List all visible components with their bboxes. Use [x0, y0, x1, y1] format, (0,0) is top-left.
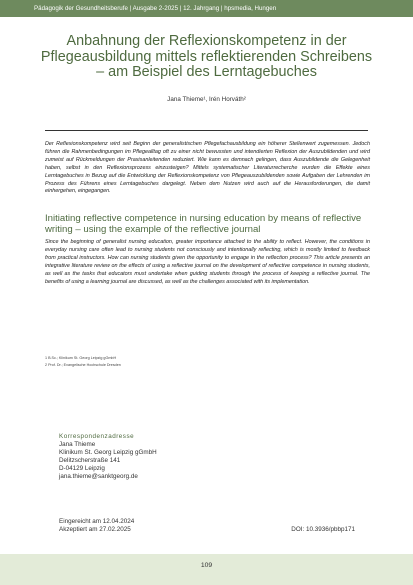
divider-top: [45, 130, 368, 131]
abstract-german: Der Reflexionskompetenz wird seit Beginn der generalistischen Pflegefachausbildung ein höherer Stellenwert zugemessen. Jedoch führen die Rahmenbedingungen im Pflegealltag oft zu einer nicht bewussten und intendierten Reflexion der Auszubildenden und wird zumeist auf Rückmeldungen der Praxisanleitenden reduziert. Wie kann es demnach gelingen, dass Auszubildende die Gelegenheit haben, selbst in den Reflexionsprozess einzusteigen? Mittels systematischer Literaturrecherche wurden die Effekte eines Lerntagebuches in Bezug auf die Entwicklung der Reflexionskompetenz von Pflegeauszubildenden sowie Aufgaben der Lehrenden im Prozess des Führens eines Lerntagebuches dargelegt. Neben dem Nutzen wird auch auf die Herausforderungen, die damit einhergehen, eingegangen.: [45, 141, 370, 195]
doi[interactable]: DOI: 10.3936/pbbp171: [291, 526, 355, 533]
correspondence-city: D-04129 Leipzig: [59, 465, 105, 473]
accepted-date: Akzeptiert am 27.02.2025: [59, 526, 131, 534]
affiliation-2: 2 Prof. Dr.; Evangelische Hochschule Dresden: [45, 363, 121, 367]
submission-dates: [59, 518, 259, 534]
article-authors: Jana Thieme¹, Irén Horváth²: [167, 96, 246, 103]
english-title: Initiating reflective competence in nursing education by means of reflective writing – using the example of the reflective journal: [45, 213, 362, 235]
running-head-bar: [0, 0, 413, 17]
correspondence-email[interactable]: jana.thieme@sanktgeorg.de: [59, 473, 138, 481]
received-date: Eingereicht am 12.04.2024: [59, 518, 135, 525]
correspondence-label: Korrespondenzadresse: [59, 433, 135, 440]
correspondence-name: Jana Thieme: [59, 441, 96, 449]
affiliation-1: 1 B.Sc.; Klinikum St. Georg Leipzig gGmbH: [45, 356, 117, 360]
correspondence-street: Delitzscherstraße 141: [59, 457, 121, 465]
running-head: Pädagogik der Gesundheitsberufe | Ausgabe 2-2025 | 12. Jahrgang | hpsmedia, Hungen: [34, 5, 277, 12]
abstract-english: Since the beginning of generalist nursing education, greater importance attached to the ability to reflect. However, the conditions in everyday nursing care often lead to nursing students not consciously and intentionally reflecting, which is mostly limited to feedback from practical instructors. How can nursing students given the opportunity to engage in the reflection process? This article presents an integrative literature review on the effects of using a reflective journal on the development of reflective competence in nursing students, as well as the tasks that educators must undertake when guiding students through the process of keeping a reflective journal. The benefits of using a learning journal are discussed, as well as the challenges associated with its implementation.: [45, 239, 370, 285]
correspondence-institution: Klinikum St. Georg Leipzig gGmbH: [59, 449, 157, 457]
article-title: Anbahnung der Reflexionskompetenz in der Pflegeausbildung mittels reflektierenden Schreibens – am Beispiel des Lerntagebuches: [40, 33, 373, 81]
correspondence-block: [59, 433, 359, 482]
page-number: 109: [200, 562, 213, 569]
footer-bar: [0, 554, 413, 585]
